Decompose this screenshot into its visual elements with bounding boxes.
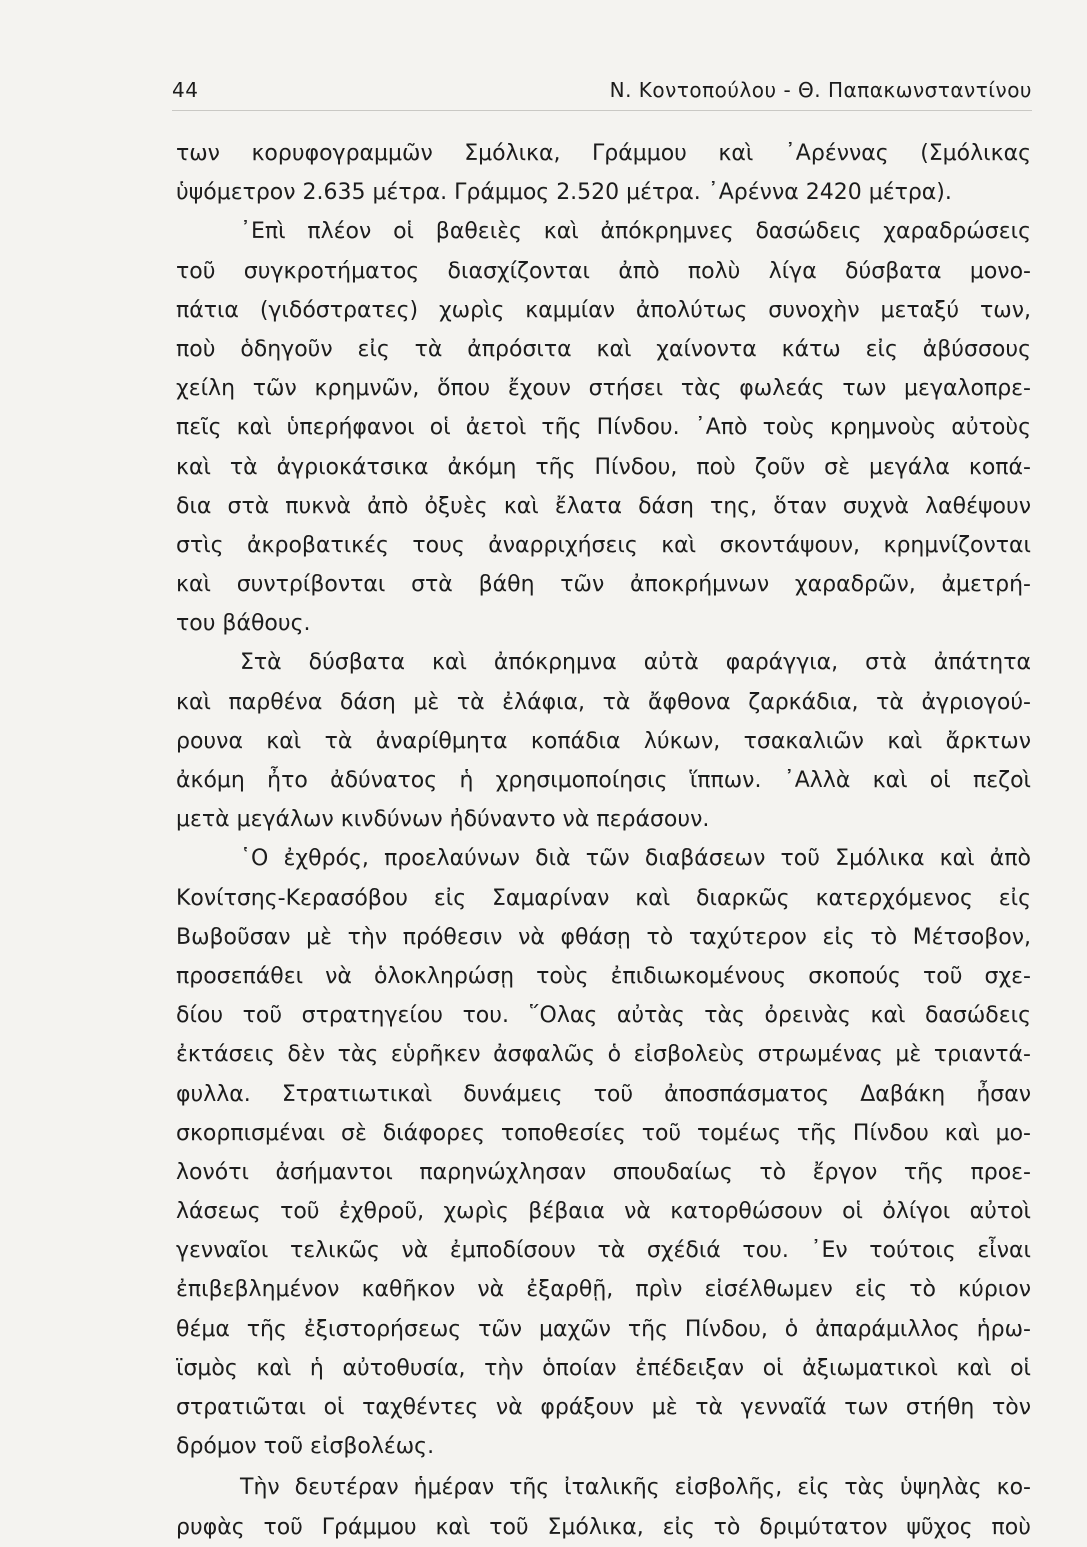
text-line: ρυφὰς τοῦ Γράμμου καὶ τοῦ Σμόλικα, εἰς τὸ δριμύτατον ψῦχος ποὺ xyxy=(176,1514,1031,1540)
text-line: ἐπιβεβλημένον καθῆκον νὰ ἐξαρθῇ, πρὶν εἰσέλθωμεν εἰς τὸ κύριον xyxy=(176,1277,1031,1303)
text-line: πάτια (γιδόστρατες) χωρὶς καμμίαν ἀπολύτως συνοχὴν μεταξύ των, xyxy=(176,297,1031,323)
text-line: ρουνα καὶ τὰ ἀναρίθμητα κοπάδια λύκων, τσακαλιῶν καὶ ἄρκτων xyxy=(176,728,1031,754)
text-line: Βωβοῦσαν μὲ τὴν πρόθεσιν νὰ φθάσῃ τὸ ταχύτερον εἰς τὸ Μέτσοβον, xyxy=(176,924,1031,950)
text-line: δίου τοῦ στρατηγείου του. ῞Ολας αὐτὰς τὰς ὀρεινὰς καὶ δασώδεις xyxy=(176,1003,1031,1029)
text-line: φυλλα. Στρατιωτικαὶ δυνάμεις τοῦ ἀποσπάσματος Δαβάκη ἦσαν xyxy=(176,1081,1031,1107)
page-body xyxy=(176,134,1031,1547)
text-line: Τὴν δευτέραν ἡμέραν τῆς ἰταλικῆς εἰσβολῆς, εἰς τὰς ὑψηλὰς κο- xyxy=(240,1475,1031,1501)
text-line: ποὺ ὁδηγοῦν εἰς τὰ ἀπρόσιτα καὶ χαίνοντα κάτω εἰς ἀβύσσους xyxy=(176,336,1031,362)
text-line: καὶ τὰ ἀγριοκάτσικα ἀκόμη τῆς Πίνδου, ποὺ ζοῦν σὲ μεγάλα κοπά- xyxy=(176,454,1031,480)
text-line: λονότι ἀσήμαντοι παρηνώχλησαν σπουδαίως τὸ ἔργον τῆς προε- xyxy=(176,1159,1031,1185)
text-line: προσεπάθει νὰ ὁλοκληρώσῃ τοὺς ἐπιδιωκομένους σκοπούς τοῦ σχε- xyxy=(176,963,1031,989)
text-line: χείλη τῶν κρημνῶν, ὅπου ἔχουν στήσει τὰς φωλεάς των μεγαλοπρε- xyxy=(176,376,1031,402)
text-line: γενναῖοι τελικῶς νὰ ἐμποδίσουν τὰ σχέδιά του. ᾿Εν τούτοις εἶναι xyxy=(176,1238,1031,1264)
text-line: ὑψόμετρον 2.635 μέτρα. Γράμμος 2.520 μέτρα. ᾿Αρέννα 2420 μέτρα). xyxy=(176,180,952,206)
text-line: θέμα τῆς ἐξιστορήσεως τῶν μαχῶν τῆς Πίνδου, ὁ ἀπαράμιλλος ἡρω- xyxy=(176,1316,1031,1342)
text-line: στὶς ἀκροβατικές τους ἀναρριχήσεις καὶ σκοντάψουν, κρημνίζονται xyxy=(176,532,1031,558)
page-number: 44 xyxy=(172,78,199,102)
text-line: ῾Ο ἐχθρός, προελαύνων διὰ τῶν διαβάσεων τοῦ Σμόλικα καὶ ἀπὸ xyxy=(240,846,1031,872)
running-head: Ν. Κοντοπούλου - Θ. Παπακωνσταντίνου xyxy=(609,78,1032,102)
text-line: ἀκόμη ἦτο ἀδύνατος ἡ χρησιμοποίησις ἵππων. ᾿Αλλὰ καὶ οἱ πεζοὶ xyxy=(176,768,1031,793)
text-line: καὶ συντρίβονται στὰ βάθη τῶν ἀποκρήμνων χαραδρῶν, ἀμετρή- xyxy=(176,572,1031,598)
text-line: δρόμον τοῦ εἰσβολέως. xyxy=(176,1434,435,1460)
text-line: του βάθους. xyxy=(176,611,311,637)
page-header xyxy=(172,76,1032,111)
text-line: ᾿Επὶ πλέον οἱ βαθειὲς καὶ ἀπόκρημνες δασώδεις χαραδρώσεις xyxy=(240,219,1031,245)
text-line: Κονίτσης-Κερασόβου εἰς Σαμαρίναν καὶ διαρκῶς κατερχόμενος εἰς xyxy=(176,885,1031,911)
text-line: λάσεως τοῦ ἐχθροῦ, χωρὶς βέβαια νὰ κατορθώσουν οἱ ὀλίγοι αὐτοὶ xyxy=(176,1199,1031,1225)
text-line: Στὰ δύσβατα καὶ ἀπόκρημνα αὐτὰ φαράγγια, στὰ ἀπάτητα xyxy=(240,650,1031,676)
text-line: ϊσμὸς καὶ ἡ αὐτοθυσία, τὴν ὁποίαν ἐπέδειξαν οἱ ἀξιωματικοὶ καὶ οἱ xyxy=(176,1355,1031,1381)
text-line: δια στὰ πυκνὰ ἀπὸ ὀξυὲς καὶ ἔλατα δάση της, ὅταν συχνὰ λαθέψουν xyxy=(176,493,1031,519)
text-line: τοῦ συγκροτήματος διασχίζονται ἀπὸ πολὺ λίγα δύσβατα μονο- xyxy=(176,258,1031,284)
text-line: καὶ παρθένα δάση μὲ τὰ ἐλάφια, τὰ ἄφθονα ζαρκάδια, τὰ ἀγριογού- xyxy=(176,689,1031,715)
text-line: ἐκτάσεις δὲν τὰς εὑρῆκεν ἀσφαλῶς ὁ εἰσβολεὺς στρωμένας μὲ τριαντά- xyxy=(176,1042,1031,1068)
text-line: πεῖς καὶ ὑπερήφανοι οἱ ἀετοὶ τῆς Πίνδου. ᾿Απὸ τοὺς κρημνοὺς αὐτοὺς xyxy=(176,415,1031,441)
text-line: στρατιῶται οἱ ταχθέντες νὰ φράξουν μὲ τὰ γενναῖά των στήθη τὸν xyxy=(176,1395,1031,1420)
text-line: των κορυφογραμμῶν Σμόλικα, Γράμμου καὶ ᾿Αρέννας (Σμόλικας xyxy=(176,141,1031,166)
text-line: μετὰ μεγάλων κινδύνων ἠδύναντο νὰ περάσουν. xyxy=(176,807,710,833)
text-line: σκορπισμέναι σὲ διάφορες τοποθεσίες τοῦ τομέως τῆς Πίνδου καὶ μο- xyxy=(176,1120,1031,1146)
